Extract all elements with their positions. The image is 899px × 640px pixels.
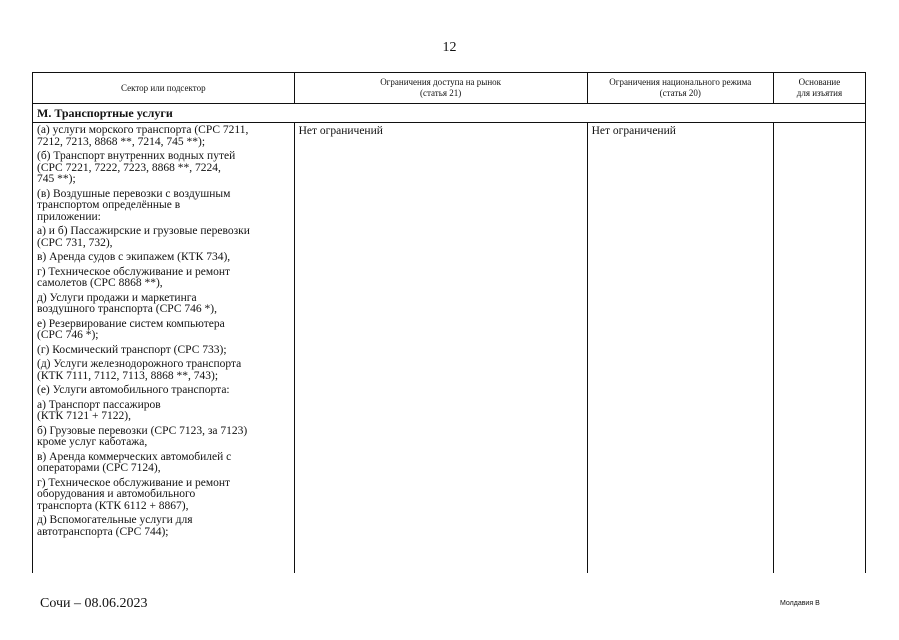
header-sector: Сектор или подсектор xyxy=(33,73,295,104)
sector-item: а) и б) Пассажирские и грузовые перевозки (СРС 731, 732), xyxy=(37,225,250,249)
sector-item: г) Техническое обслуживание и ремонт оборудования и автомобильного транспорта (КТК 6112 + 8867), xyxy=(37,476,231,512)
sector-item: (а) услуги морского транспорта (СРС 7211, 7212, 7213, 8868 **, 7214, 745 **); xyxy=(37,124,249,148)
sector-item: б) Грузовые перевозки (СРС 7123, за 7123) кроме услуг каботажа, xyxy=(37,424,248,448)
section-row xyxy=(33,104,866,123)
commitments-table xyxy=(32,72,866,573)
market-access-cell xyxy=(294,123,587,574)
sector-item: д) Вспомогательные услуги для автотранспорта (СРС 744); xyxy=(37,514,193,538)
sector-item: д) Услуги продажи и маркетинга воздушного транспорта (СРС 746 *), xyxy=(37,291,217,315)
section-title: М. Транспортные услуги xyxy=(33,104,866,123)
table-row xyxy=(33,123,866,574)
sector-item: (е) Услуги автомобильного транспорта: xyxy=(37,384,230,396)
sector-item: г) Техническое обслуживание и ремонт самолетов (СРС 8868 **), xyxy=(37,265,231,289)
header-national-treatment: Ограничения национального режима (статья 20) xyxy=(587,73,773,104)
sector-item: е) Резервирование систем компьютера (СРС 746 *); xyxy=(37,317,225,341)
footer-place-date: Сочи – 08.06.2023 xyxy=(40,596,148,611)
header-market-access: Ограничения доступа на рынок (статья 21) xyxy=(294,73,587,104)
sector-item: в) Аренда судов с экипажем (КТК 734), xyxy=(37,251,231,263)
table-header-row xyxy=(33,73,866,104)
sector-item: а) Транспорт пассажиров (КТК 7121 + 7122), xyxy=(37,398,161,422)
sector-cell xyxy=(33,123,295,574)
sector-item: (в) Воздушные перевозки с воздушным транспортом определённые в приложении: xyxy=(37,187,231,223)
national-treatment-text: Нет ограничений xyxy=(591,125,676,137)
sector-item: (д) Услуги железнодорожного транспорта (КТК 7111, 7112, 7113, 8868 **, 743); xyxy=(37,358,242,382)
page-number: 12 xyxy=(442,40,457,55)
sector-item: (б) Транспорт внутренних водных путей (СРС 7221, 7222, 7223, 8868 **, 7224, 745 **); xyxy=(37,150,236,185)
market-access-text: Нет ограничений xyxy=(298,125,383,137)
sector-item: (г) Космический транспорт (СРС 733); xyxy=(37,343,227,356)
national-treatment-cell xyxy=(587,123,773,574)
sector-item: в) Аренда коммерческих автомобилей с операторами (СРС 7124), xyxy=(37,450,232,474)
footer-country: Молдавия В xyxy=(780,600,820,607)
header-basis: Основание для изъятия xyxy=(773,73,865,104)
basis-cell xyxy=(773,123,865,574)
